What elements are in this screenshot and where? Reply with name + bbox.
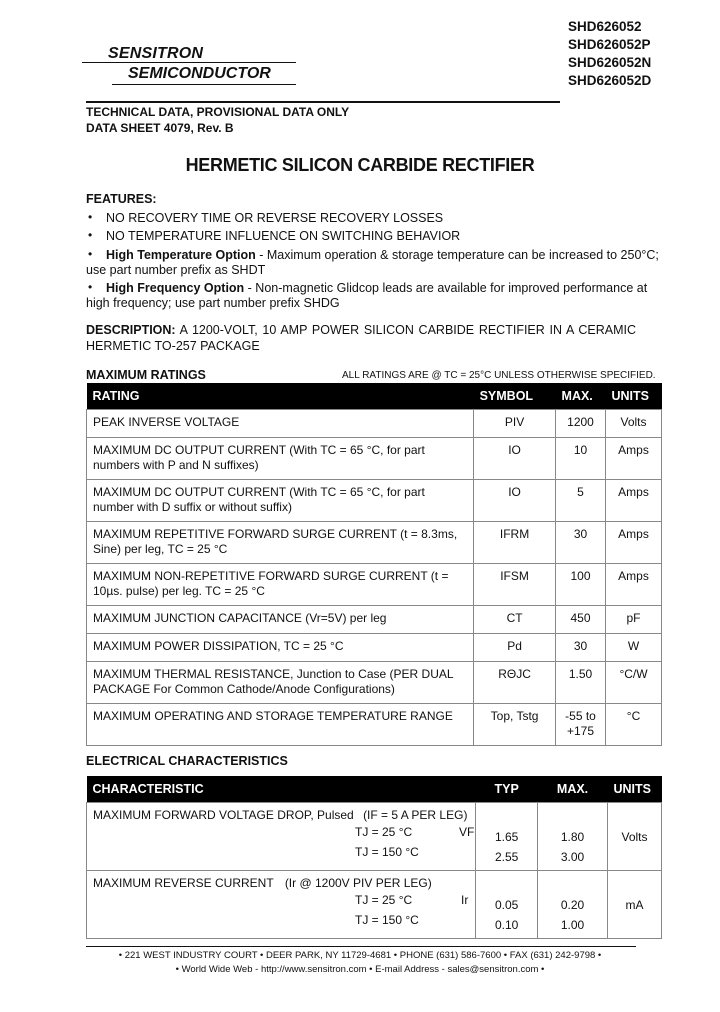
ir-condition: (Ir @ 1200V PIV PER LEG) [284, 876, 432, 890]
ratings-note: ALL RATINGS ARE @ TC = 25°C UNLESS OTHERWISE SPECIFIED. [342, 370, 656, 381]
rating-cell: MAXIMUM DC OUTPUT CURRENT (With TC = 65 °C, for part numbers with P and N suffixes) [87, 438, 474, 480]
bullet-icon: • [88, 280, 93, 294]
hto-text: - Maximum operation & storage temperature can be increased to 250°C; [255, 248, 659, 262]
tech-data-label: TECHNICAL DATA, PROVISIONAL DATA ONLY [86, 105, 350, 119]
header-info [86, 104, 349, 136]
table-row [87, 704, 662, 746]
part-numbers [568, 18, 651, 90]
max-cell: 1200 [556, 410, 606, 438]
hfo-label: High Frequency Option [106, 281, 245, 295]
table-row [87, 438, 662, 480]
ir-temp2: TJ = 150 °C [355, 913, 419, 927]
symbol-cell: IO [474, 438, 556, 480]
col-header: TYP [476, 776, 538, 803]
vf-label: MAXIMUM FORWARD VOLTAGE DROP, Pulsed [93, 808, 354, 822]
col-header: CHARACTERISTIC [87, 776, 476, 803]
characteristic-cell [87, 871, 476, 939]
table-row [87, 634, 662, 662]
table-header-row [87, 776, 662, 803]
unit-cell: pF [606, 606, 662, 634]
part-number: SHD626052P [568, 37, 651, 52]
part-number: SHD626052 [568, 19, 642, 34]
description-label: DESCRIPTION: [86, 323, 176, 337]
rating-cell: MAXIMUM JUNCTION CAPACITANCE (Vr=5V) per leg [87, 606, 474, 634]
vf-temp2: TJ = 150 °C [355, 845, 419, 859]
max-cell: 1.50 [556, 662, 606, 704]
max-cell [538, 803, 608, 871]
typ-cell [476, 803, 538, 871]
vf-temp1: TJ = 25 °C [355, 825, 413, 839]
feature-item: NO RECOVERY TIME OR REVERSE RECOVERY LOSSES [106, 211, 444, 225]
col-header: MAX. [556, 383, 606, 410]
col-header: RATING [87, 383, 474, 410]
rating-cell: MAXIMUM OPERATING AND STORAGE TEMPERATURE RANGE [87, 704, 474, 746]
table-header-row [87, 383, 662, 410]
ir-symbol: Ir [461, 893, 469, 907]
rating-cell: PEAK INVERSE VOLTAGE [87, 410, 474, 438]
rating-cell: MAXIMUM NON-REPETITIVE FORWARD SURGE CURRENT (t = 10µs. pulse) per leg. TC = 25 °C [87, 564, 474, 606]
characteristic-cell [87, 803, 476, 871]
ir-label: MAXIMUM REVERSE CURRENT [93, 876, 274, 890]
max-value: 1.00 [560, 918, 585, 932]
table-row [87, 803, 662, 871]
ratings-table [86, 383, 662, 746]
unit-cell: Amps [606, 522, 662, 564]
unit-cell: W [606, 634, 662, 662]
electrical-heading: ELECTRICAL CHARACTERISTICS [86, 754, 288, 768]
footer-web: • World Wide Web - http://www.sensitron.com • E-mail Address - sales@sensitron.com • [175, 964, 545, 975]
electrical-table [86, 776, 662, 939]
col-header: MAX. [538, 776, 608, 803]
hfo-text: - Non-magnetic Glidcop leads are available for improved performance at [244, 281, 648, 295]
table-row [87, 410, 662, 438]
description [86, 322, 636, 354]
table-row [87, 522, 662, 564]
unit-cell: Amps [606, 438, 662, 480]
logo-rule-bottom [112, 84, 296, 85]
feature-hto-cont: use part number prefix as SHDT [86, 263, 266, 277]
bullet-icon: • [88, 228, 93, 242]
feature-hfo-cont: high frequency; use part number prefix SHDG [86, 296, 340, 310]
logo-rule-top [82, 62, 296, 63]
datasheet-label: DATA SHEET 4079, Rev. B [86, 121, 234, 135]
unit-cell: Amps [606, 564, 662, 606]
max-cell: 450 [556, 606, 606, 634]
table-row [87, 662, 662, 704]
bullet-icon: • [88, 247, 93, 261]
symbol-cell: Pd [474, 634, 556, 662]
max-value: 1.80 [560, 830, 585, 844]
description-text: A 1200-VOLT, 10 AMP POWER SILICON CARBIDE RECTIFIER IN A CERAMIC HERMETIC TO-257 PACKAGE [86, 323, 636, 353]
typ-value: 2.55 [494, 850, 519, 864]
ratings-heading: MAXIMUM RATINGS [86, 368, 206, 382]
symbol-cell: PIV [474, 410, 556, 438]
footer-address: • 221 WEST INDUSTRY COURT • DEER PARK, NY 11729-4681 • PHONE (631) 586-7600 • FAX (631) 242-9798 • [118, 950, 602, 961]
max-cell: -55 to +175 [556, 704, 606, 746]
max-cell [538, 871, 608, 939]
unit-cell: Volts [606, 410, 662, 438]
ir-temp1: TJ = 25 °C [355, 893, 413, 907]
typ-value: 0.05 [494, 898, 519, 912]
vf-symbol: VF [459, 825, 475, 839]
logo-line2: SEMICONDUCTOR [128, 65, 271, 82]
max-cell: 30 [556, 634, 606, 662]
col-header: SYMBOL [474, 383, 556, 410]
unit-cell: mA [607, 871, 661, 939]
max-cell: 5 [556, 480, 606, 522]
unit-cell: °C/W [606, 662, 662, 704]
features-heading: FEATURES: [86, 192, 157, 206]
max-cell: 10 [556, 438, 606, 480]
logo-line1: SENSITRON [108, 45, 204, 62]
page-title: HERMETIC SILICON CARBIDE RECTIFIER [185, 155, 535, 175]
symbol-cell: RΘJC [474, 662, 556, 704]
footer-rule [86, 946, 636, 947]
typ-value: 1.65 [494, 830, 519, 844]
max-cell: 30 [556, 522, 606, 564]
rating-cell: MAXIMUM POWER DISSIPATION, TC = 25 °C [87, 634, 474, 662]
table-row [87, 564, 662, 606]
symbol-cell: Top, Tstg [474, 704, 556, 746]
bullet-icon: • [88, 210, 93, 224]
max-value: 0.20 [560, 898, 585, 912]
feature-item: NO TEMPERATURE INFLUENCE ON SWITCHING BEHAVIOR [106, 229, 461, 243]
unit-cell: Volts [607, 803, 661, 871]
table-row [87, 871, 662, 939]
symbol-cell: IFSM [474, 564, 556, 606]
unit-cell: °C [606, 704, 662, 746]
symbol-cell: IO [474, 480, 556, 522]
typ-value: 0.10 [494, 918, 519, 932]
table-row [87, 480, 662, 522]
hto-label: High Temperature Option [106, 248, 256, 262]
symbol-cell: CT [474, 606, 556, 634]
feature-hfo [106, 280, 647, 296]
max-value: 3.00 [560, 850, 585, 864]
symbol-cell: IFRM [474, 522, 556, 564]
col-header: UNITS [606, 383, 662, 410]
rating-cell: MAXIMUM THERMAL RESISTANCE, Junction to Case (PER DUAL PACKAGE For Common Cathode/Anode Configurations) [87, 662, 474, 704]
rating-cell: MAXIMUM DC OUTPUT CURRENT (With TC = 65 °C, for part number with D suffix or without suffix) [87, 480, 474, 522]
part-number: SHD626052D [568, 73, 652, 88]
header-rule [86, 101, 560, 103]
col-header: UNITS [607, 776, 661, 803]
feature-hto [106, 247, 659, 263]
unit-cell: Amps [606, 480, 662, 522]
typ-cell [476, 871, 538, 939]
rating-cell: MAXIMUM REPETITIVE FORWARD SURGE CURRENT (t = 8.3ms, Sine) per leg, TC = 25 °C [87, 522, 474, 564]
vf-condition: (IF = 5 A PER LEG) [363, 808, 468, 822]
part-number: SHD626052N [568, 55, 652, 70]
table-row [87, 606, 662, 634]
max-cell: 100 [556, 564, 606, 606]
